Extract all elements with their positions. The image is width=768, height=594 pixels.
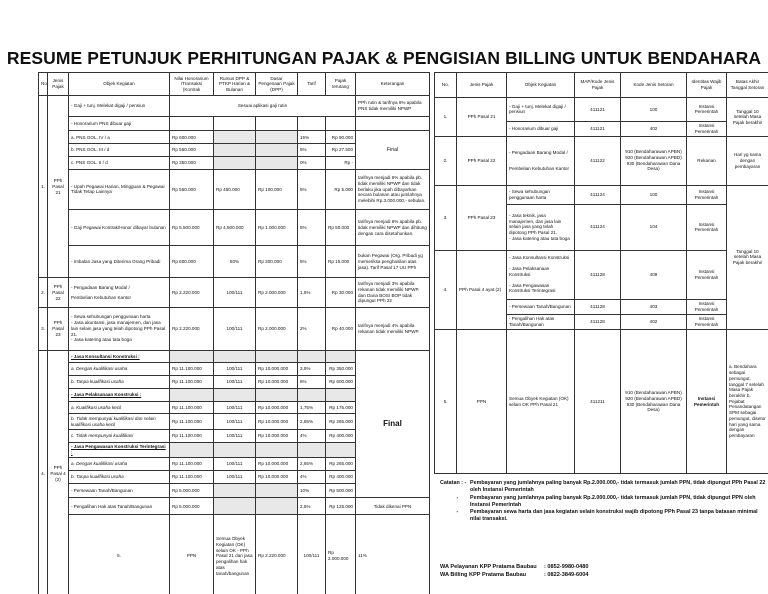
object-line: - Jasa Pelaksanaan Konstruksi: [509, 266, 550, 277]
value-cell: Rp 5.000.000: [170, 498, 214, 515]
tax-type: PPh Pasal 22: [48, 278, 69, 308]
tax-cell: Rp 265.000: [326, 457, 356, 470]
contact-value: : 0852-9980-0480: [544, 564, 589, 570]
row-number: 1.: [435, 98, 457, 137]
value-cell: Rp 11.100.000: [170, 470, 214, 483]
map-code: 411122: [575, 136, 621, 185]
formula-cell: Rp 4.500.000: [214, 210, 256, 246]
dpp-cell: Rp 10.000.000: [256, 376, 298, 389]
table-row: [39, 169, 430, 209]
tax-cell: Rp 400.000: [326, 470, 356, 483]
tax-cell: Rp 600.000: [326, 376, 356, 389]
value-cell: Rp 2.220.000: [256, 515, 298, 594]
object-line: Pembelian Kebutuhan Kantor: [509, 165, 570, 171]
rate-cell: 1,75%: [298, 401, 326, 414]
note-cell: Tidak dikenai PPN: [356, 498, 430, 515]
rate-cell: 4%: [298, 429, 326, 442]
tax-cell: Rp -: [326, 157, 356, 170]
dpp-cell: Rp 300.000: [256, 246, 298, 278]
tax-type: PPh Pasal 23: [457, 185, 507, 251]
tax-type: PPN: [170, 515, 214, 594]
header-cell: Jenis Pajak: [457, 73, 507, 98]
row-number: 2.: [39, 278, 48, 308]
dpp-cell: Rp 2.000.000: [256, 308, 298, 351]
table-row: [39, 308, 430, 351]
dpp-cell: Rp 10.000.000: [256, 363, 298, 376]
value-cell: Rp 2.220.000: [170, 278, 214, 308]
map-code: 411124: [575, 185, 621, 204]
tax-type: PPh Pasal 22: [457, 136, 507, 185]
object-line: Pembelian Kebutuhan Kantor: [71, 294, 132, 300]
object-cell: a. Dengan kualifikasi usaha: [69, 457, 170, 470]
value-cell: Rp 5.500.000: [170, 210, 214, 246]
row-number: 5.: [69, 515, 170, 594]
rate-cell: 11%: [356, 515, 430, 594]
value-cell: Rp 550.000: [170, 169, 214, 209]
deposit-code: 402: [621, 121, 687, 136]
formula-cell: 100/111: [214, 278, 256, 308]
dpp-cell: Rp 10.000.000: [256, 429, 298, 442]
table-row: [39, 246, 430, 278]
object-line: - Jasa katering atau tata boga: [71, 337, 132, 343]
deposit-code: 402: [621, 314, 687, 329]
value-cell: Rp 600.000: [170, 246, 214, 278]
row-number: 5.: [435, 330, 457, 474]
map-code: 411128: [575, 299, 621, 314]
dpp-cell: Rp 10.000.000: [256, 401, 298, 414]
contact-value: : 0822-3849-6004: [544, 572, 589, 579]
map-code: 411128: [575, 251, 621, 300]
value-cell: Rp 600.000: [170, 131, 214, 144]
formula-cell: 100/111: [214, 401, 256, 414]
object-line: - Pengadaan Barang Modal /: [71, 284, 130, 290]
rate-cell: 5%: [298, 210, 326, 246]
tax-cell: Rp 15.000: [326, 246, 356, 278]
header-cell: Dasar Pengenaan Pajak (DPP): [256, 73, 298, 96]
deposit-code: 409: [621, 251, 687, 300]
map-code: 411121: [575, 121, 621, 136]
header-cell: No: [39, 73, 48, 96]
value-cell: Rp 11.100.000: [170, 363, 214, 376]
row-number: 4.: [435, 251, 457, 330]
note-text: Pembayaran yang jumlahnya paling banyak Rp.2.000.000,- tidak termasuk jumlah PPN, tidak dipungut PPh Pasal 22 oleh Instansi Pemerintah: [470, 480, 766, 494]
object-cell: - Gaji + tunj. Melekat digaji / pensiun: [69, 96, 170, 116]
dpp-cell: Rp 2.000.000: [256, 278, 298, 308]
billing-code-table: [434, 72, 768, 474]
object-line: - Jasa akuntansi, jasa manajemen, dan jasa lain selain jasa yang telah dipotong PPh Pasal 21.: [71, 320, 166, 337]
object-cell: Semua Obyek Kegiatan (OK) selain OK PPh Pasal 21: [507, 330, 575, 474]
object-cell: c. PNS GOL. II / d: [69, 157, 170, 170]
rate-cell: 5%: [298, 169, 326, 209]
object-cell: [69, 278, 170, 308]
header-cell: Rumus DPP & PTKP Harian & Bulanan: [214, 73, 256, 96]
object-line: - Sewa sehubungan penggunaan harta: [71, 314, 151, 320]
object-cell: - Persewaan Tanah/Bangunan: [507, 299, 575, 314]
row-number: 4.: [39, 350, 48, 594]
tax-cell: Rp 400.000: [326, 429, 356, 442]
contact-row: [440, 571, 766, 579]
table-row: [39, 350, 430, 363]
note-cell: Final: [356, 350, 430, 498]
tax-cell: Rp 175.000: [326, 401, 356, 414]
table-row: [39, 116, 430, 131]
taxpayer-id: Instansi Pemerintah: [687, 121, 727, 136]
tax-type: PPh Pasal 4 ayat (2): [457, 251, 507, 330]
dpp-cell: Rp 10.000.000: [256, 457, 298, 470]
rate-cell: 4%: [298, 470, 326, 483]
tax-type: PPh Pasal 4 (2): [48, 350, 69, 594]
taxpayer-id: Instansi Pemerintah: [687, 185, 727, 204]
section-heading: - Jasa Konsultansi Konstruksi :: [69, 350, 170, 363]
header-cell: MAP/Kode Jenis Pajak: [575, 73, 621, 98]
rate-cell: 2,65%: [298, 457, 326, 470]
value-cell: Rp 11.100.000: [170, 429, 214, 442]
object-cell: a. Kualifikasi usaha kecil: [69, 401, 170, 414]
note-cell: bukan Pegawai (Org. Pribadi yg memeriksa penghasilan atas jasa). Tarif Pasal 17 UU PPh: [356, 246, 430, 278]
map-code: 411124: [575, 204, 621, 251]
tax-type: PPN: [457, 330, 507, 474]
rate-cell: 1,5%: [298, 278, 326, 308]
tax-cell: Rp 5.000: [326, 169, 356, 209]
table-row: [435, 251, 768, 300]
header-cell: Keterangan: [356, 73, 430, 96]
dpp-cell: Rp 2.000.000: [326, 515, 356, 594]
map-code: 411211: [575, 330, 621, 474]
taxpayer-id: Instansi Pemerintah: [687, 204, 727, 251]
rate-cell: 5%: [298, 144, 326, 157]
tax-cell: Rp 40.000: [326, 308, 356, 351]
taxpayer-id: Instansi Pemerintah: [687, 314, 727, 329]
object-cell: - Gaji + tunj. Melekat digaji / pensiun: [507, 98, 575, 121]
contact-label: WA Billing KPP Pratama Baubau: [440, 572, 527, 579]
object-line: - Jasa Konsultansi Konstruksi: [509, 255, 570, 261]
tax-cell: Rp 265.000: [326, 414, 356, 429]
dpp-cell: Rp 10.000.000: [256, 470, 298, 483]
object-cell: - Gaji Pegawai Kontrak/Honor dibayar bulanan: [69, 210, 170, 246]
header-cell: Pajak terutang: [326, 73, 356, 96]
note-row: [440, 480, 766, 495]
table-row: [39, 96, 430, 116]
table-row: [39, 131, 430, 144]
object-cell: [507, 136, 575, 185]
deposit-code: 100: [621, 185, 687, 204]
rate-cell: 2,5%: [298, 498, 326, 515]
object-line: - Jasa katering atau tata boga: [509, 235, 570, 241]
object-cell: a. PNS GOL. IV / a: [69, 131, 170, 144]
rate-cell: 6%: [298, 376, 326, 389]
taxpayer-id: Instansi Pemerintah: [687, 251, 727, 300]
deadline-cell: Tanggal 10 setelah Masa Pajak berakhir: [727, 185, 768, 330]
formula-cell: Rp 450.000: [214, 169, 256, 209]
contact-label: WA Pelayanan KPP Pratama Baubau: [440, 564, 537, 570]
object-cell: - Honorarium dibuar gaji: [507, 121, 575, 136]
note-cell: tarifnya menjadi 4% apabila rekanan tidak memiliki NPWP.: [356, 308, 430, 351]
tax-cell: Rp 50.000: [326, 210, 356, 246]
deadline-cell: Tanggal 10 setelah Masa Pajak berakhir: [727, 98, 768, 137]
table-row: [39, 210, 430, 246]
formula-cell: 100/111: [214, 308, 256, 351]
header-cell: Objek Kegiatan: [69, 73, 170, 96]
note-row: - Pembayaran yang jumlahnya paling banyak Rp.2.000.000,- tidak termasuk jumlah PPN, tidak dipungut PPN oleh Instansi Pemerintah: [440, 495, 766, 510]
deposit-code: 910 (Bendaharawan APBN) 920 (Bendaharawan APBD) 930 (Bendaharawan Dana Desa): [621, 136, 687, 185]
value-cell: Rp 2.220.000: [170, 308, 214, 351]
row-number: 1.: [39, 96, 48, 278]
table-row: [39, 515, 430, 594]
note-cell: tarifnya menjadi 6% apabila pb. tidak memiliki NPWP dan tidak berlaku jika upah dibayarkan secara bulanan atau jumlahnya melebihi Rp.3.000.000,- sebulan.: [356, 169, 430, 209]
rate-cell: 5%: [298, 246, 326, 278]
header-cell: Batas Akhir Tanggal Setoran: [727, 73, 768, 98]
header-cell: No.: [435, 73, 457, 98]
deposit-code: 910 (Bendaharawan APBN) 920 (Bendaharawan APBD) 930 (Bendaharawan Dana Desa): [621, 330, 687, 474]
rate-cell: 0%: [298, 157, 326, 170]
dpp-cell: Rp 1.000.000: [256, 210, 298, 246]
object-cell: b. Tanpa kualifikasi usaha: [69, 376, 170, 389]
formula-cell: 100/111: [214, 470, 256, 483]
object-cell: - Pengalihan Hak atas Tanah/Bangunan: [69, 498, 170, 515]
value-cell: Rp 11.100.000: [170, 376, 214, 389]
dpp-cell: Rp 10.000.000: [256, 414, 298, 429]
object-cell: Semua Obyek Kegiatan (OK) selain OK - PPh Pasal 21 dan jasa pengalihan hak atas tanah/bangunan: [214, 515, 256, 594]
note-row: - Pembayaran sewa harta dan jasa kegiatan selain konstruksi wajib dipotong PPh Pasal 23 tanpa batasan minimal nilai transaksi.: [440, 509, 766, 524]
notes-section: [440, 480, 766, 524]
object-cell: b. Tanpa kualifikasi usaha: [69, 470, 170, 483]
rate-cell: 2,65%: [298, 414, 326, 429]
row-number: 3.: [39, 308, 48, 351]
table-row: [435, 185, 768, 204]
table-row: [39, 278, 430, 308]
note-cell: Final: [356, 131, 430, 169]
table-row: [435, 330, 768, 474]
tax-cell: Rp 27.500: [326, 144, 356, 157]
note-cell: tarifnya menjadi 3% apabila rekanan tidak memiliki NPWP. dan Dana BOS/ BOP tidak dipungut PPh 22: [356, 278, 430, 308]
object-cell: b. PNS GOL. III / d: [69, 144, 170, 157]
contact-section: [440, 563, 766, 580]
object-cell: [507, 204, 575, 251]
header-cell: Identitas Wajib Pajak: [687, 73, 727, 98]
header-cell: Kode Jenis Setoran: [621, 73, 687, 98]
note-cell: PPh rutin & tarifnya 6% apabila PNS tidak memiliki NPWP: [356, 96, 430, 116]
section-heading: - Jasa Pelaksanaan Konstruksi :: [69, 388, 170, 401]
object-cell: [69, 308, 170, 351]
taxpayer-id: Instansi Pemerintah: [687, 98, 727, 121]
object-cell: [507, 251, 575, 300]
object-cell: - Upah Pegawai Harian, Mingguan & Pegawai Tidak Tetap Lainnya: [69, 169, 170, 209]
header-cell: Tarif: [298, 73, 326, 96]
map-code: 411128: [575, 314, 621, 329]
section-heading: - Jasa Pengawasan Konstruksi Terintegrasi :: [69, 442, 170, 457]
value-cell: Rp 11.100.000: [170, 457, 214, 470]
table-row: [435, 136, 768, 185]
formula-cell: 100/111: [298, 515, 326, 594]
rate-cell: 15%: [298, 131, 326, 144]
tax-cell: Rp 350.000: [326, 363, 356, 376]
table-header-row: [435, 73, 768, 98]
tax-cell: Rp 125.000: [326, 498, 356, 515]
table-row: [39, 498, 430, 515]
tax-type: PPh Pasal 21: [48, 96, 69, 278]
formula-cell: 50%: [214, 246, 256, 278]
header-cell: Objek Kegiatan: [507, 73, 575, 98]
tax-calculation-table: [38, 72, 430, 594]
deadline-cell: Hari yg sama dengan pembayaran: [727, 136, 768, 185]
object-cell: - Honorarium PNS dibuar gaji: [69, 116, 170, 131]
formula-cell: 100/111: [214, 376, 256, 389]
object-cell: - Pengalihan Hak atas Tanah/Bangunan: [507, 314, 575, 329]
map-code: 411121: [575, 98, 621, 121]
deposit-code: 104: [621, 204, 687, 251]
deadline-cell: a. Bendahara sebagai pemungut, tanggal 7 setelah Masa Pajak berakhir b. Pejabat Penandatangan SPM sebagai pemungut, disetor hari yang sama dengan pembayaran: [727, 330, 768, 474]
object-line: - Jasa teknik, jasa manajemen, dan jasa lain selain jasa yang telah dipotong PPh Pasal 21.: [509, 212, 562, 236]
row-number: 3.: [435, 185, 457, 251]
note-text: Pembayaran yang jumlahnya paling banyak Rp.2.000.000,- tidak termasuk jumlah PPN, tidak dipungut PPN oleh Instansi Pemerintah: [470, 494, 756, 508]
note-text: Pembayaran sewa harta dan jasa kegiatan selain konstruksi wajib dipotong PPh Pasal 23 tanpa batasan minimal nilai transaksi.: [470, 509, 758, 523]
value-cell: Rp 11.100.000: [170, 401, 214, 414]
value-cell: Rp 350.000: [170, 157, 214, 170]
header-cell: Jenis Pajak: [48, 73, 69, 96]
rate-cell: 2%: [298, 308, 326, 351]
note-cell: tarifnya menjadi 6% apabila pb. tidak memiliki NPWP dan dihitung dengan cara disetahunkan.: [356, 210, 430, 246]
formula-cell: 100/111: [214, 414, 256, 429]
contact-row: [440, 563, 766, 571]
page-title: RESUME PETUNJUK PERHITUNGAN PAJAK & PENGISIAN BILLING UNTUK BENDAHARA: [6, 48, 762, 68]
object-cell: c. Tidak mempunyai kualifikasi: [69, 429, 170, 442]
taxpayer-id: Rekanan: [687, 136, 727, 185]
rate-cell: 10%: [298, 483, 326, 498]
tax-cell: Rp 500.000: [326, 483, 356, 498]
value-cell: Rp 11.100.000: [170, 414, 214, 429]
object-line: - Jasa Pengawasan Konstruksi Terintegrasi: [509, 282, 556, 294]
notes-label: Catatan : -: [440, 480, 467, 486]
tax-type: PPh Pasal 23: [48, 308, 69, 351]
value-cell: Rp 550.000: [170, 144, 214, 157]
formula-cell: 100/111: [214, 457, 256, 470]
formula-cell: 100/111: [214, 429, 256, 442]
table-header-row: [39, 73, 430, 96]
tax-type: PPh Pasal 21: [457, 98, 507, 137]
rate-cell: 3,5%: [298, 363, 326, 376]
taxpayer-id: Instansi Pemerintah: [687, 299, 727, 314]
row-number: 2.: [435, 136, 457, 185]
deposit-code: 100: [621, 98, 687, 121]
value-cell: Rp 5.000.000: [170, 483, 214, 498]
tax-cell: Rp 90.000: [326, 131, 356, 144]
object-cell: - Imbalan Jasa yang Diterima Orang Pribadi: [69, 246, 170, 278]
object-cell: - Sewa sehubungan penggunaan harta: [507, 185, 575, 204]
object-cell: - Persewaan Tanah/Bangunan: [69, 483, 170, 498]
taxpayer-id: Instansi Pemerintah: [687, 330, 727, 474]
table-row: [435, 98, 768, 121]
merged-note: Sesuai aplikasi gaji rutin: [170, 96, 356, 116]
object-cell: b. Tidak mempunyai kualifikasi dan selain kualifikasi usaha kecil: [69, 414, 170, 429]
tax-cell: Rp 30.000: [326, 278, 356, 308]
dpp-cell: Rp 100.000: [256, 169, 298, 209]
object-cell: a. Dengan kualifikasi usaha: [69, 363, 170, 376]
deposit-code: 403: [621, 299, 687, 314]
formula-cell: 100/111: [214, 363, 256, 376]
object-line: - Pengadaan Barang Modal /: [509, 149, 568, 155]
header-cell: Nilai Honorarium /Transaksi (Kontrak: [170, 73, 214, 96]
